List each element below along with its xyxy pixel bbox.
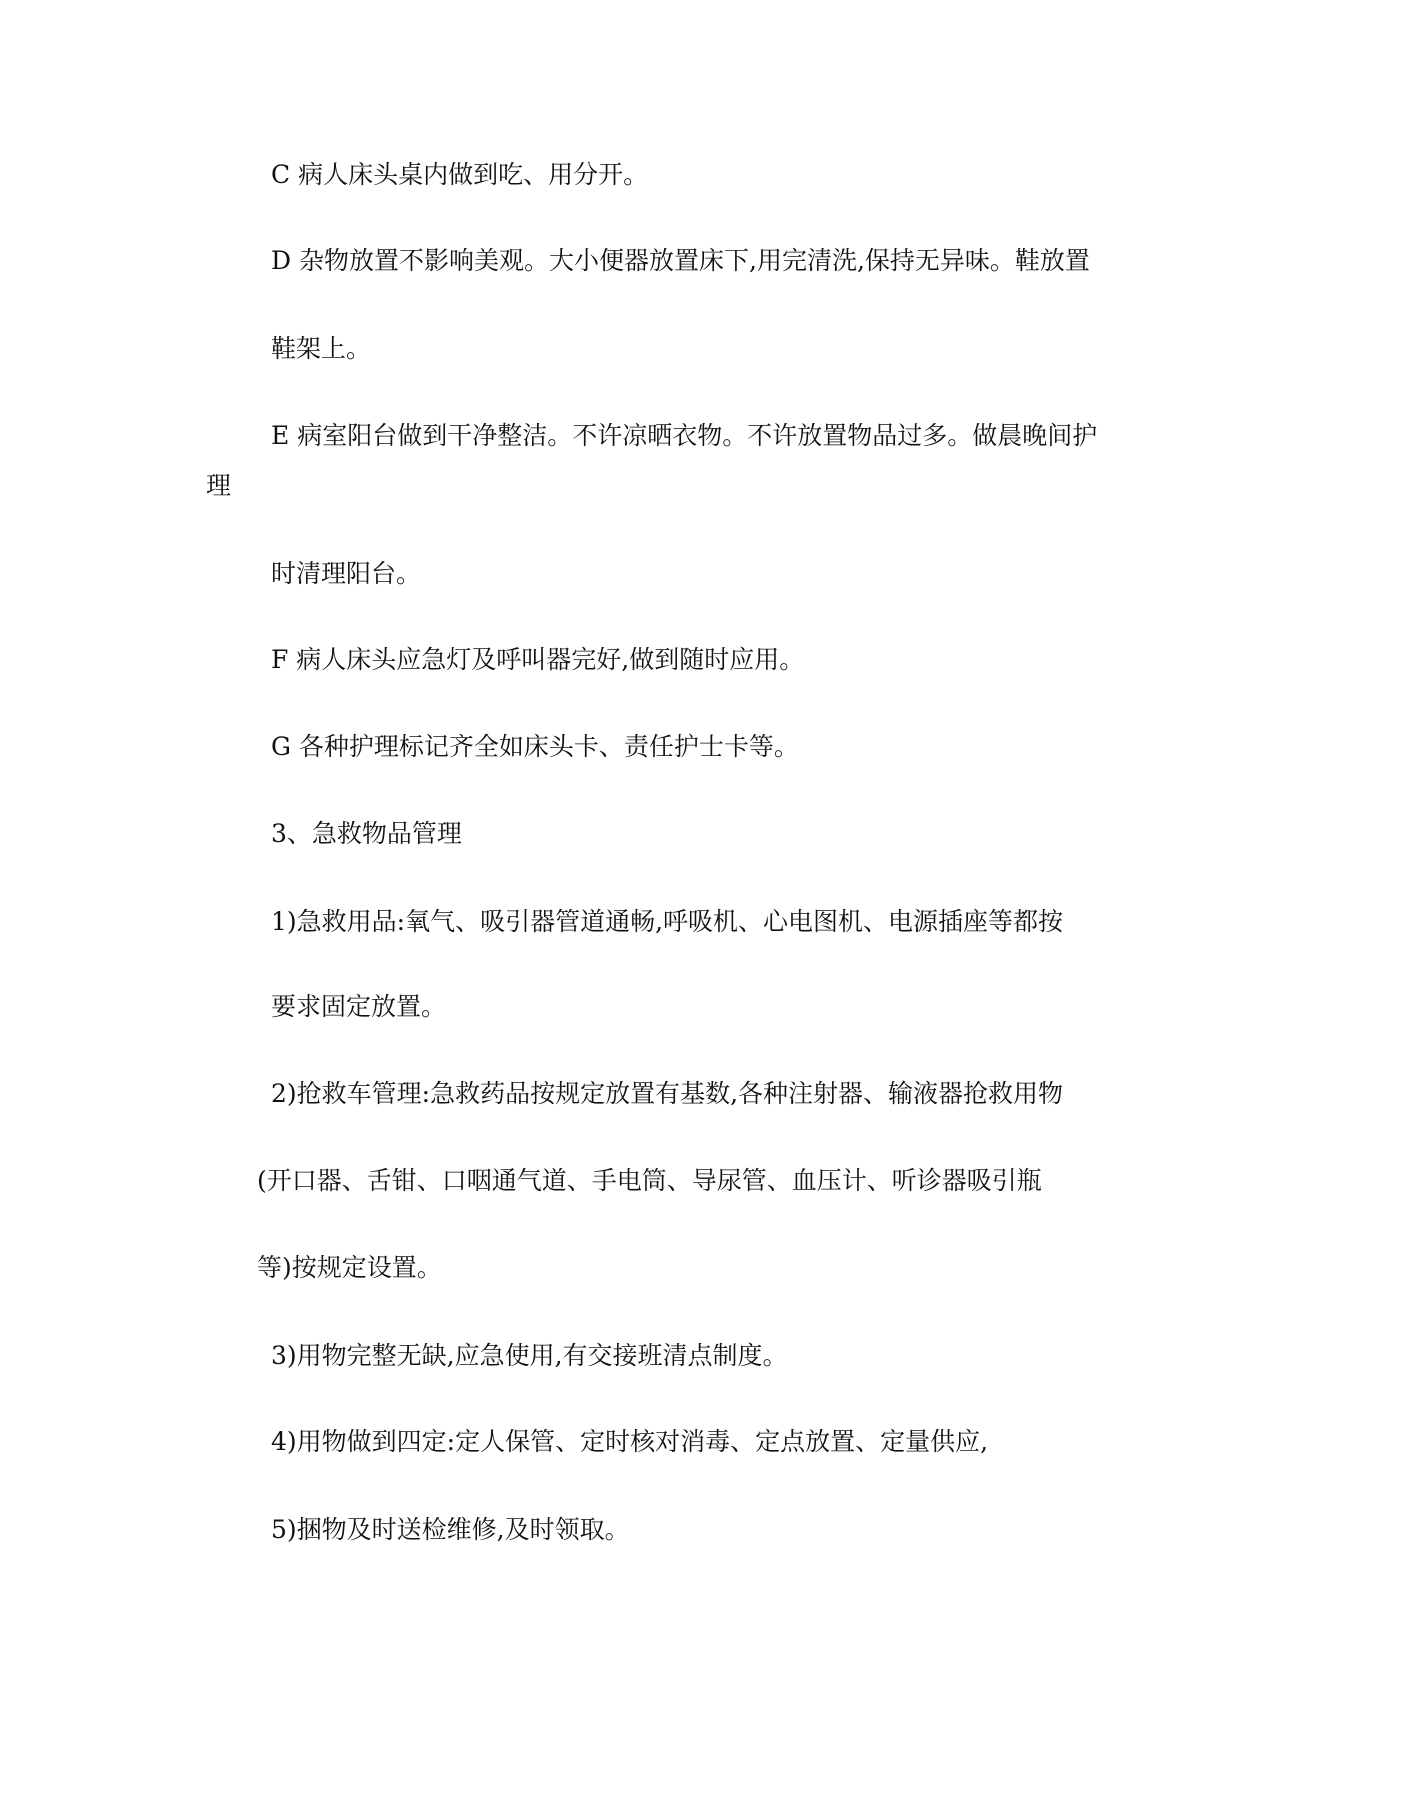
- text-line: 要求固定放置。: [271, 992, 447, 1021]
- text-line: E 病室阳台做到干净整洁。不许凉晒衣物。不许放置物品过多。做晨晚间护: [271, 421, 1098, 450]
- text-line: D 杂物放置不影响美观。大小便器放置床下,用完清洗,保持无异味。鞋放置: [271, 246, 1090, 275]
- text-line: 5)捆物及时送检维修,及时领取。: [271, 1515, 630, 1544]
- text-line: 理: [206, 471, 232, 500]
- text-line: (开口器、舌钳、口咽通气道、手电筒、导尿管、血压计、听诊器吸引瓶: [257, 1166, 1042, 1195]
- text-line: G 各种护理标记齐全如床头卡、责任护士卡等。: [271, 732, 799, 761]
- text-line: F 病人床头应急灯及呼叫器完好,做到随时应用。: [271, 645, 805, 674]
- text-line: 时清理阳台。: [271, 559, 422, 588]
- text-line: 1)急救用品:氧气、吸引器管道通畅,呼吸机、心电图机、电源插座等都按: [271, 907, 1064, 936]
- text-line: 4)用物做到四定:定人保管、定时核对消毒、定点放置、定量供应,: [271, 1427, 989, 1456]
- section-heading: 3、急救物品管理: [271, 819, 462, 848]
- text-line: 2)抢救车管理:急救药品按规定放置有基数,各种注射器、输液器抢救用物: [271, 1079, 1064, 1108]
- text-line: 等)按规定设置。: [257, 1253, 442, 1282]
- text-line: C 病人床头桌内做到吃、用分开。: [271, 160, 649, 189]
- text-line: 3)用物完整无缺,应急使用,有交接班清点制度。: [271, 1341, 788, 1370]
- text-line: 鞋架上。: [271, 334, 372, 363]
